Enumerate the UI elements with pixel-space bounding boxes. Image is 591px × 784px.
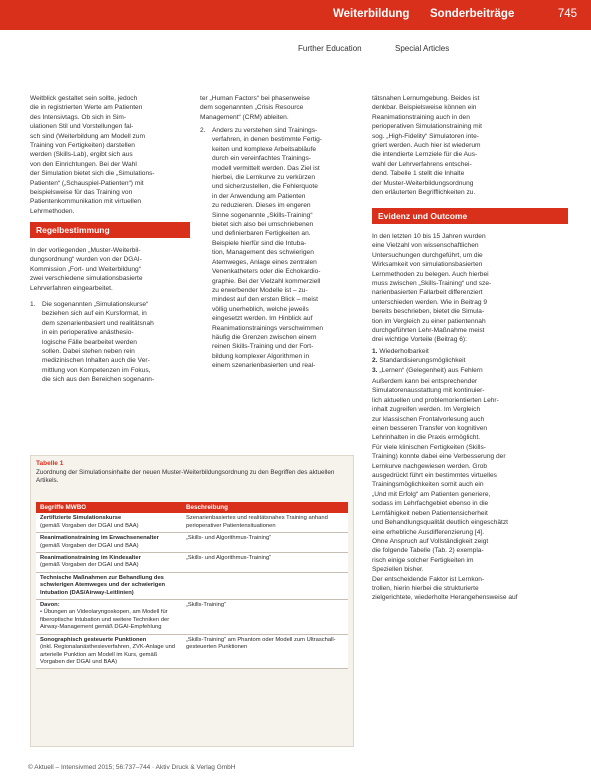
text-line: narienbasierten Fallarbeit differenziert xyxy=(372,289,483,297)
table-term-title: Reanimationstraining im Kindesalter xyxy=(40,555,141,562)
text-line: In der vorliegenden „Muster-Weiterbil- xyxy=(30,247,141,254)
text-line: Venenkatheters oder die Echokardio- xyxy=(212,268,321,276)
list-item xyxy=(372,356,572,365)
text-line: unterschieden werden. Wie in Beitrag 9 xyxy=(372,298,488,306)
text-line: lich aktuellen und problemorientierten Lehr- xyxy=(372,396,499,404)
text-line: in der Anwendung am Patienten xyxy=(212,192,306,200)
text-line: werden (Skills-Lab), ergibt sich aus xyxy=(30,151,133,159)
table-cell-description: „Skills-Training“ xyxy=(182,600,348,635)
text-line: risch einige solcher Fertigkeiten im xyxy=(372,556,474,564)
text-line: Lernkurve nachgewiesen werden. Grob xyxy=(372,462,488,470)
text-line: der Simulation bietet sich die „Simulations- xyxy=(30,170,155,178)
advantages-list xyxy=(372,347,572,375)
text-line: ter „Human Factors“ bei phasenweise xyxy=(200,95,310,102)
text-line: dungsordnung“ wurden von der DGAI- xyxy=(30,256,142,264)
text-line: Training) konnte dabei eine Verbesserung der xyxy=(372,453,506,461)
subheader-special-articles: Special Articles xyxy=(395,44,450,53)
text-line: Lehrverfahren eingearbeitet. xyxy=(30,284,113,292)
table-term-title: Sonographisch gesteuerte Punktionen xyxy=(40,636,147,643)
table-cell-term xyxy=(36,600,182,635)
section-title: Weiterbildung xyxy=(333,8,410,20)
table-cell-term xyxy=(36,533,182,553)
text-line: Simulatorenausstattung mit kontinuier- xyxy=(372,387,485,395)
text-line: und Behandlungsqualität deutlich eingeschätzt xyxy=(372,519,509,527)
table-header-right: Beschreibung xyxy=(182,502,348,513)
text-line: ulationen Stil und Vorstellungen fal- xyxy=(30,123,134,131)
column-3-bottom xyxy=(372,377,572,603)
text-line: eingesetzt werden. Im Hinblick auf xyxy=(212,315,313,323)
column-2-top xyxy=(200,94,360,122)
text-line: bildung komplexer Algorithmen in xyxy=(212,352,310,360)
table-header-left: Begriffe MWBO xyxy=(36,502,182,513)
table-row xyxy=(36,572,348,599)
text-line: griert werden. Auch hier ist wiederum xyxy=(372,142,481,150)
text-line: Training von Fertigkeiten) darstellen xyxy=(30,142,135,150)
text-line: einen besseren Transfer von kognitiven xyxy=(372,425,488,433)
text-line: „Und mit Erfolg“ am Patienten generiere, xyxy=(372,490,491,498)
text-line: beispielsweise für das Training von xyxy=(30,189,133,197)
text-line: tion im Vergleich zu einer patientennah xyxy=(372,317,486,325)
text-line: völlig unerheblich, welche jeweils xyxy=(212,305,309,313)
text-line: Der entscheidende Faktor ist Lernkon- xyxy=(372,575,485,583)
text-line: eine erhebliche Ausdifferenzierung [4]. xyxy=(372,528,485,536)
table-cell-description: Szenarienbasiertes und realitätsnahes Training anhand perioperativer Patientensituationen xyxy=(182,513,348,532)
item-number: 1. xyxy=(30,301,36,308)
text-line: Lehrmethoden. xyxy=(30,207,75,215)
text-line: medizinischen Inhalten auch die Ver- xyxy=(42,357,150,365)
list-item xyxy=(372,347,572,356)
special-title: Sonderbeiträge xyxy=(430,8,515,20)
table-cell-description xyxy=(182,572,348,599)
footer-copyright: © Aktuell – Intensivmed 2015; 56:737–744 · Aktiv Druck & Verlag GmbH xyxy=(28,764,236,771)
text-line: Untersuchungen durchgeführt, um die xyxy=(372,251,483,259)
text-line: zu erwerbender Modelle ist – zu- xyxy=(212,286,308,294)
text-line: in ein perioperative anästhesio- xyxy=(42,329,134,337)
text-line: der Muster-Weiterbildungsordnung xyxy=(372,179,474,187)
column-3-top xyxy=(372,94,572,197)
page-number: 745 xyxy=(557,8,577,20)
text-line: die in registrierten Werte am Patienten xyxy=(30,104,143,112)
text-line: logische Fälle bearbeitet werden xyxy=(42,338,137,346)
text-line: wahl der Lehrverfahrens entschei- xyxy=(372,160,472,168)
text-line: mindest auf den ersten Blick – meist xyxy=(212,296,318,304)
subheader-further-education: Further Education xyxy=(298,44,362,53)
text-line: des Intensivtags. Ob sich in Sim- xyxy=(30,113,127,121)
text-line: Speziellen bisher. xyxy=(372,566,424,574)
text-line: Management“ (CRM) ableiten. xyxy=(200,113,289,121)
text-line: Patientenkommunikation mit virtuellen xyxy=(30,198,142,206)
text-line: sodass im Lehrfachgebiet ebenso in die xyxy=(372,500,489,508)
text-line: reinen Skills-Training und der Fort- xyxy=(212,343,314,351)
text-line: und sicherzustellen, die Fehlerquote xyxy=(212,183,318,191)
numbered-item-1 xyxy=(30,300,190,385)
table-cell-term xyxy=(36,513,182,532)
table-term-sub: • Übungen an Videolaryngoskopen, am Modell für fiberoptische Intubation und weitere Techniken der Airway-Management gemäß DGAI-Empfehlung xyxy=(40,609,170,631)
text-line: bereits beschrieben, bietet die Simula- xyxy=(372,308,485,316)
text-line: sch sind (Weiterbildung am Modell zum xyxy=(30,132,145,140)
text-line: zu reduzieren. Dieses im engeren xyxy=(212,202,311,210)
table-row xyxy=(36,533,348,553)
table-row xyxy=(36,634,348,669)
text-line: zwei verschiedene simulationsbasierte xyxy=(30,275,143,283)
list-item xyxy=(372,366,572,375)
table-cell-term xyxy=(36,553,182,573)
text-line: Ohne Anspruch auf Vollständigkeit zeigt xyxy=(372,537,489,545)
header-bar xyxy=(0,0,591,30)
column-1-top xyxy=(30,94,190,216)
table-term-sub: (gemäß Vorgaben der DGAI und BAA) xyxy=(40,522,139,529)
text-line: den erläuterten Begrifflichkeiten zu. xyxy=(372,189,476,197)
text-line: verfahren, in denen bestimmte Fertig- xyxy=(212,136,322,144)
text-line: inhalt zugreifen werden. Im Vergleich xyxy=(372,406,481,414)
text-line: Reanimationstraining auch in den xyxy=(372,113,470,121)
list-text: „Lernen“ (Gelegenheit) aus Fehlern xyxy=(379,366,483,374)
table-box xyxy=(30,455,354,747)
text-line: sollen. Dabei stehen neben rein xyxy=(42,348,135,356)
text-line: hierbei, die Lernkurve zu verkürzen xyxy=(212,174,315,182)
table-cell-term xyxy=(36,572,182,599)
text-line: durchgeführten Lehr-Maßnahme meist xyxy=(372,327,485,335)
text-line: trollen, hierin hierbei die strukturierte xyxy=(372,584,479,592)
table-cell-description: „Skills-Training“ am Phantom oder Modell zum Ultraschall-gesteuerten Punktionen xyxy=(182,634,348,669)
heading-evidenz-outcome: Evidenz und Outcome xyxy=(372,208,568,224)
table-term-title: Reanimationstraining im Erwachsenenalter xyxy=(40,535,159,542)
table-term-title: Technische Maßnahmen zur Behandlung des schwierigen Atemweges und der schwierigen Intubation (DAS/Airway-Leitlinien) xyxy=(40,574,166,596)
table-term-sub: (gemäß Vorgaben der DGAI und BAA) xyxy=(40,542,139,549)
table-cell-description: „Skills- und Algorithmus-Training“ xyxy=(182,553,348,573)
text-line: die intendierte Lernziele für die Aus- xyxy=(372,151,478,159)
table-simulation-contents xyxy=(36,502,348,669)
column-3-evidence xyxy=(372,232,572,345)
text-line: häufig die Grenzen zwischen einem xyxy=(212,333,317,341)
text-line: Für viele klinischen Fertigkeiten (Skills- xyxy=(372,443,486,451)
text-line: modell vermittelt werden. Das Ziel ist xyxy=(212,164,320,172)
text-line: durch ein vereinfachtes Trainings- xyxy=(212,155,311,163)
text-line: keiten und komplexe Arbeitsabläufe xyxy=(212,145,317,153)
text-line: Trainingsmöglichkeiten somit auch ein xyxy=(372,481,484,489)
text-line: tätsnahen Lernumgebung. Beides ist xyxy=(372,95,480,102)
text-line: perioperativen Simulationstraining mit xyxy=(372,123,482,131)
text-line: Außerdem kann bei entsprechender xyxy=(372,378,478,385)
table-row xyxy=(36,600,348,635)
text-line: Lernmethoden zu belegen. Auch hierbei xyxy=(372,270,489,278)
list-text: Wiederholbarkeit xyxy=(379,348,429,355)
text-line: Anders zu verstehen sind Trainings- xyxy=(212,127,318,134)
table-term-title: Davon: xyxy=(40,602,60,609)
text-line: graphie. Bei der Vielzahl kommerziell xyxy=(212,277,321,285)
text-line: Patienten“ („Schauspiel-Patienten“) mit xyxy=(30,179,144,187)
text-line: zielgerichtete, wiederholte Herangehensweise auf xyxy=(372,594,518,602)
text-line: beziehen sich auf ein Kursformat, in xyxy=(42,310,147,318)
heading-regelbestimmung: Regelbestimmung xyxy=(30,222,190,238)
text-line: Sinne sogenannte „Skills-Training“ xyxy=(212,211,313,219)
table-term-title: Zertifizierte Simulationskurse xyxy=(40,515,122,522)
table-cell-description: „Skills- und Algorithmus-Training“ xyxy=(182,533,348,553)
text-line: Kommission „Fort- und Weiterbildung“ xyxy=(30,265,141,273)
table-caption: Zuordnung der Simulationsinhalte der neuen Muster-Weiterbildungsordnung zu den Begriffen des aktuellen Artikels. xyxy=(36,469,335,485)
text-line: Lernfähigkeit neben Patientensicherheit xyxy=(372,509,488,517)
item-number: 2. xyxy=(200,127,206,134)
text-line: von den Einrichtungen. Bei der Wahl xyxy=(30,160,137,168)
numbered-item-2 xyxy=(200,126,360,371)
text-line: dend. Tabelle 1 stellt die Inhalte xyxy=(372,170,465,178)
text-line: tion, Management des schwierigen xyxy=(212,249,314,257)
table-term-sub: (gemäß Vorgaben der DGAI und BAA) xyxy=(40,562,139,569)
table-row xyxy=(36,553,348,573)
text-line: Beispiele hierfür sind die Intuba- xyxy=(212,239,307,247)
text-line: zur klassischen Frontalvorlesung auch xyxy=(372,415,485,423)
text-line: muss zwischen „Skills-Training“ und sze- xyxy=(372,280,492,288)
text-line: dem szenarienbasiert und realitätsnah xyxy=(42,319,154,327)
text-line: Lehrinhalten in die Praxis ermöglicht. xyxy=(372,434,481,442)
list-number: 2. xyxy=(372,357,380,365)
text-line: und definierbaren Fertigkeiten an. xyxy=(212,230,311,238)
text-line: Atemweges, Anlage eines zentralen xyxy=(212,258,317,266)
table-label: Tabelle 1 xyxy=(36,460,64,467)
text-line: ausgedrückt führt ein bestimmtes virtuelles xyxy=(372,472,497,480)
text-line: drei wichtige Vorteile (Beitrag 6): xyxy=(372,336,467,344)
table-term-sub: (inkl. Regionalanästhesieverfahren, ZVK-Anlage und arterielle Punktion am Modell im Kurs, gemäß Vorgaben der DGAI und BAA) xyxy=(40,644,176,665)
column-1-mid xyxy=(30,246,190,293)
text-line: eine Vielzahl von wissenschaftlichen xyxy=(372,242,479,250)
list-number: 3. xyxy=(372,366,380,374)
text-line: denkbar. Beispielsweise können ein xyxy=(372,104,477,112)
text-line: bietet sich also bei umschriebenen xyxy=(212,221,314,229)
text-line: Reanimationstrainings verschwimmen xyxy=(212,324,324,332)
list-text: Standardisierungsmöglichkeit xyxy=(379,357,466,365)
text-line: sog. „High-Fidelity“ Simulatoren inte- xyxy=(372,132,480,140)
text-line: einem szenarienbasierten und real- xyxy=(212,362,316,370)
list-number: 1. xyxy=(372,348,380,355)
text-line: In den letzten 10 bis 15 Jahren wurden xyxy=(372,233,486,240)
text-line: Weitblick gestaltet sein sollte, jedoch xyxy=(30,95,138,102)
text-line: die sich aus den Bereichen sogenann- xyxy=(42,376,155,384)
text-line: mittlung von Kompetenzen im Fokus, xyxy=(42,366,151,374)
table-row xyxy=(36,513,348,532)
text-line: Die sogenannten „Simulationskurse“ xyxy=(42,301,149,308)
text-line: die folgende Tabelle (Tab. 2) exempla- xyxy=(372,547,484,555)
text-line: Wirksamkeit von simulationsbasierten xyxy=(372,261,483,269)
table-cell-term xyxy=(36,634,182,669)
text-line: dem sogenannten „Crisis Resource xyxy=(200,104,304,112)
